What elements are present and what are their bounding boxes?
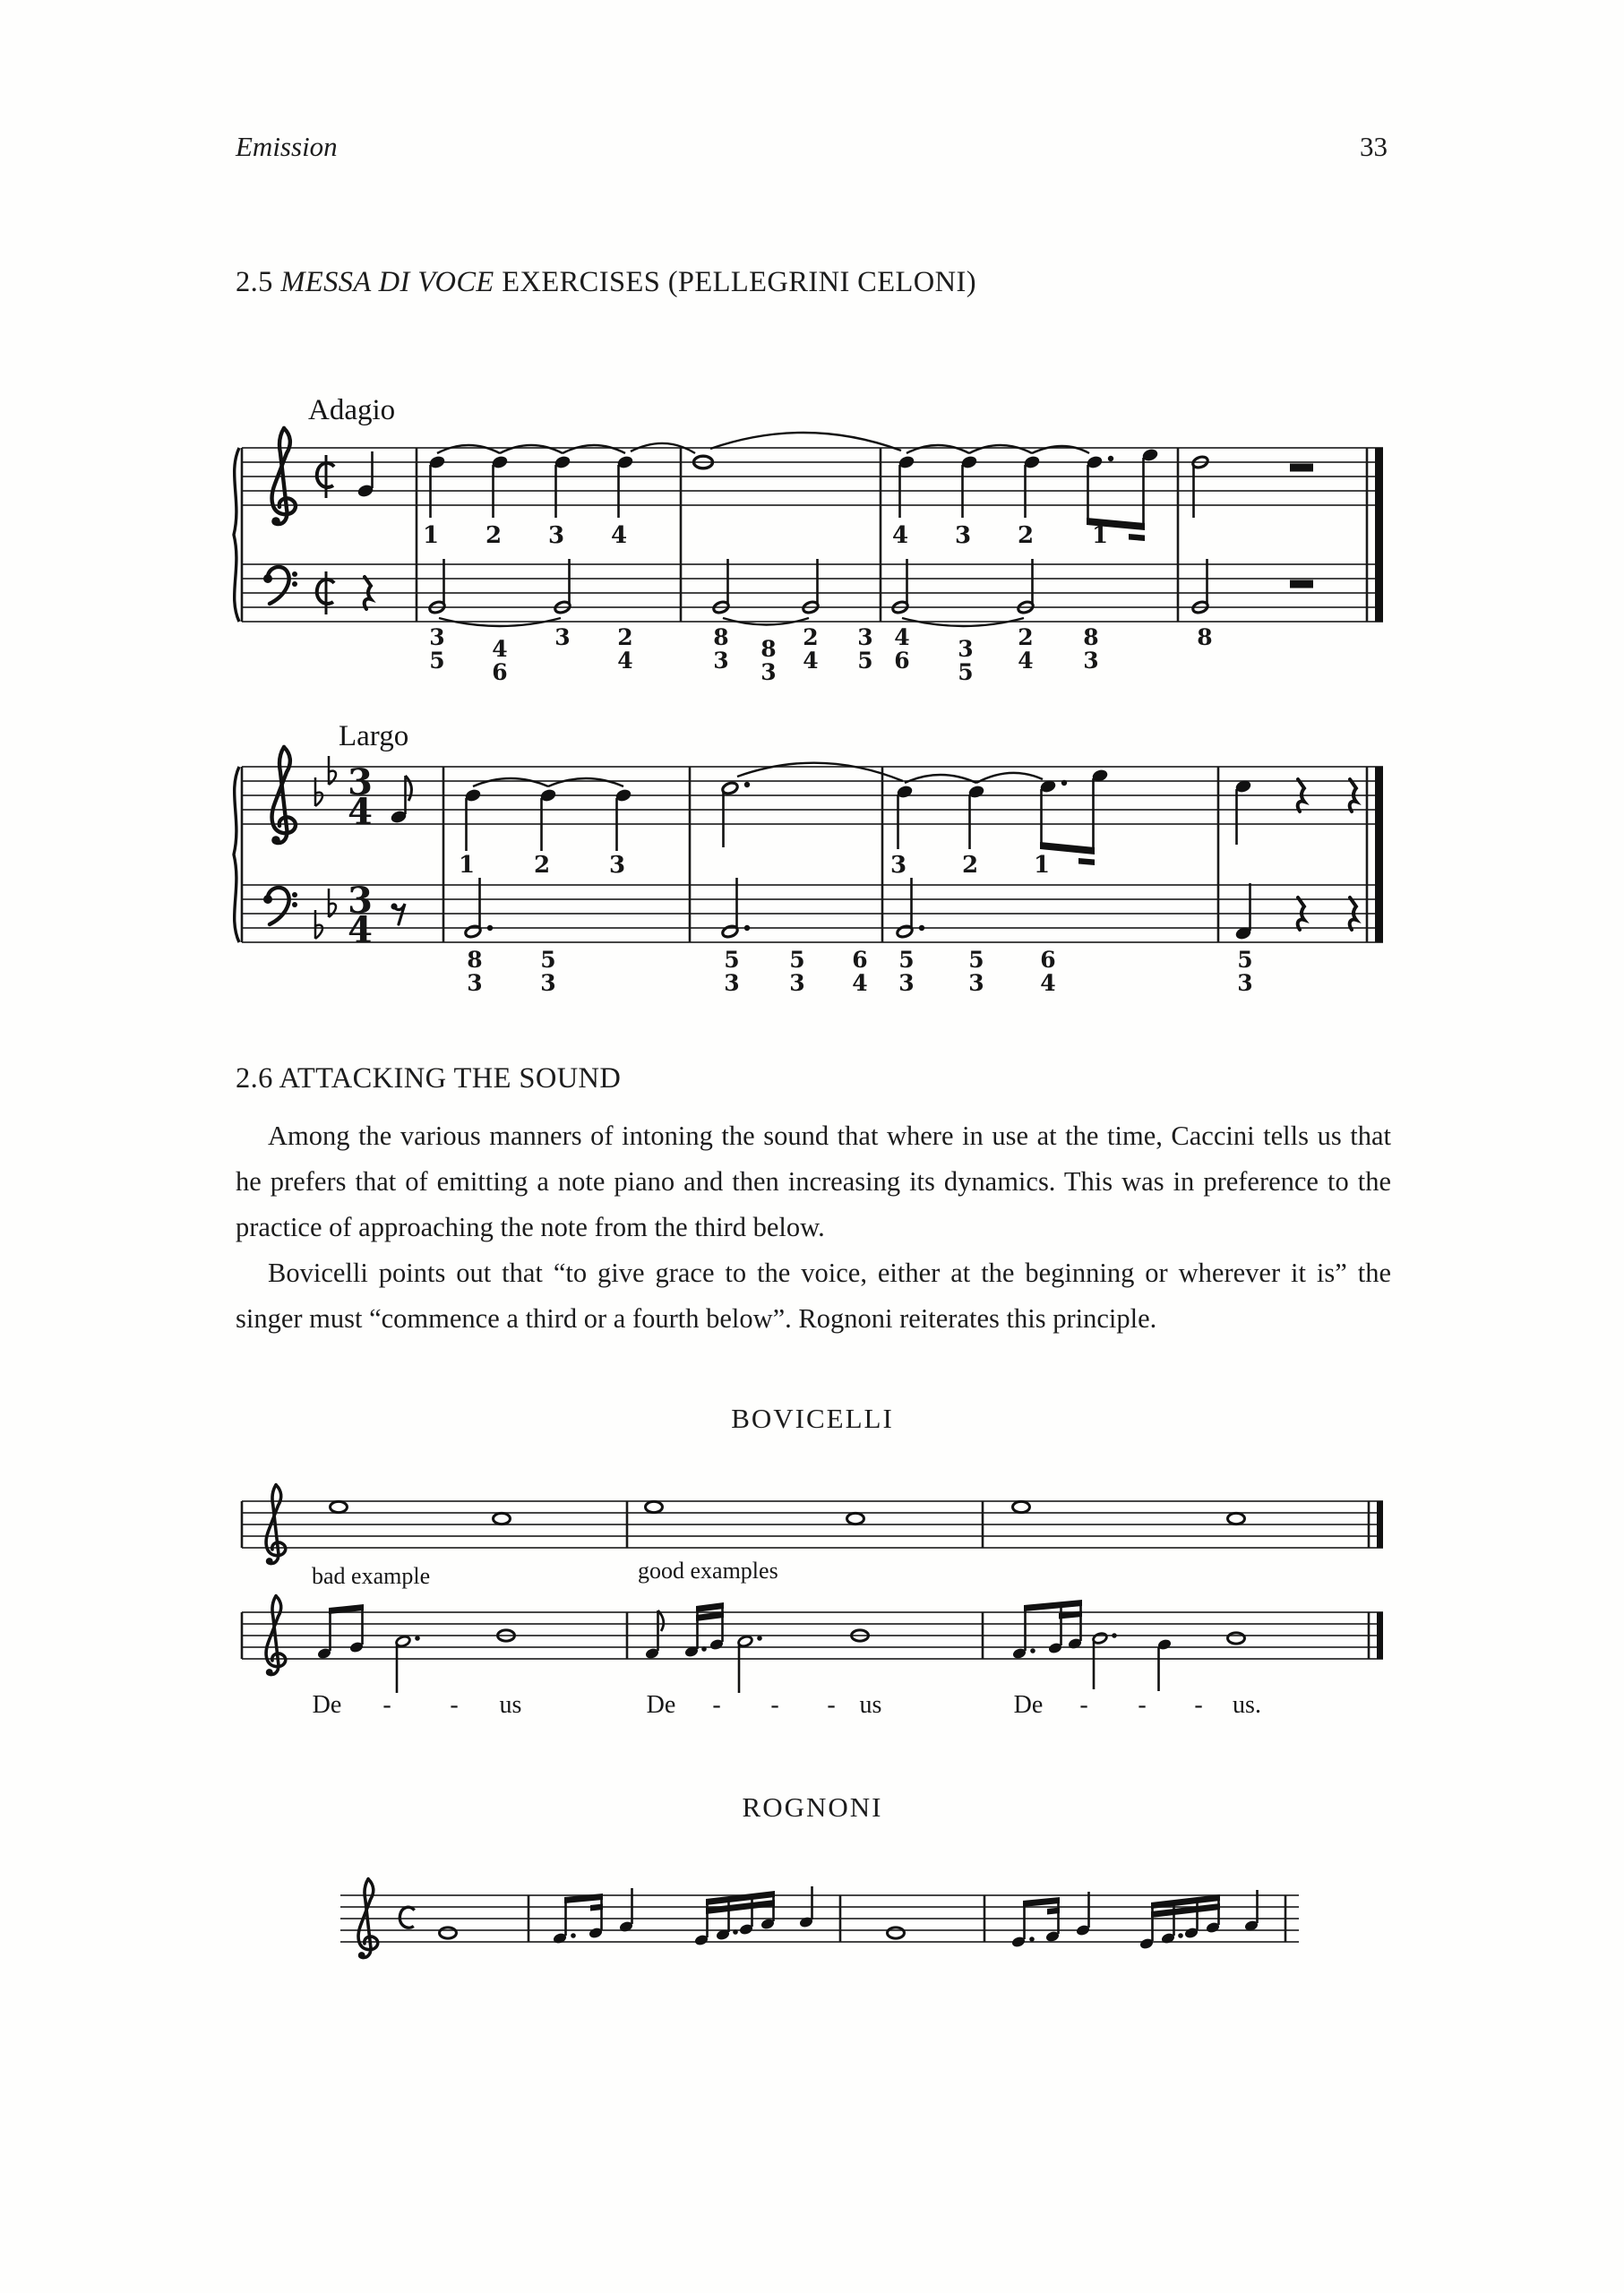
svg-text:-: - — [1194, 1691, 1203, 1719]
svg-text:1: 1 — [422, 522, 440, 549]
svg-text:De: De — [312, 1691, 342, 1719]
svg-text:8: 8 — [1083, 624, 1099, 650]
svg-text:4: 4 — [1040, 970, 1056, 996]
svg-text:us: us — [499, 1691, 522, 1719]
svg-text:8: 8 — [467, 947, 483, 973]
running-header: Emission — [236, 131, 338, 162]
svg-text:4: 4 — [610, 522, 628, 549]
svg-text:3: 3 — [348, 761, 373, 803]
svg-text:us: us — [859, 1691, 882, 1719]
svg-text:3: 3 — [1083, 648, 1099, 674]
svg-text:5: 5 — [898, 947, 915, 973]
svg-text:3: 3 — [760, 659, 777, 685]
paragraph-2: Bovicelli points out that “to give grace to the voice, either at the beginning or wherever it is” the singer must “commence a third or a fourth below”. Rognoni reiterates this principle. — [236, 1258, 1391, 1334]
svg-text:3: 3 — [540, 970, 556, 996]
svg-text:5: 5 — [1237, 947, 1253, 973]
svg-text:2: 2 — [803, 624, 819, 650]
svg-text:4: 4 — [891, 522, 909, 549]
section-2-5-title-rest: EXERCISES (PELLEGRINI CELONI) — [494, 266, 976, 298]
svg-text:5: 5 — [958, 659, 974, 685]
svg-text:4: 4 — [803, 648, 819, 674]
svg-text:3: 3 — [958, 636, 974, 662]
svg-text:3: 3 — [724, 970, 740, 996]
svg-text:2: 2 — [533, 852, 551, 879]
adagio-ascending-numbers — [423, 522, 627, 549]
svg-text:4: 4 — [852, 970, 868, 996]
rognoni-score — [336, 1879, 1312, 1978]
svg-text:4: 4 — [492, 636, 508, 662]
paragraph-1: Among the various manners of intoning the sound that where in use at the time, Caccini tells us that he prefers that of emitting a note piano and then increasing its dynamics. This was in preference to the practice of approaching the note from the third below. — [236, 1121, 1391, 1242]
svg-text:3: 3 — [554, 624, 571, 650]
svg-text:3: 3 — [857, 624, 873, 650]
largo-tempo-label: Largo — [339, 720, 409, 752]
svg-text:6: 6 — [492, 659, 508, 685]
svg-text:4: 4 — [348, 909, 373, 951]
largo-system-brace — [234, 767, 242, 942]
svg-text:-: - — [712, 1691, 721, 1719]
largo-bass-notes — [391, 878, 1356, 941]
svg-text:3: 3 — [889, 852, 907, 879]
adagio-descending-numbers — [892, 522, 1108, 549]
svg-text:6: 6 — [894, 648, 910, 674]
svg-text:3: 3 — [348, 880, 373, 922]
key-signature-flats-icon — [315, 756, 336, 939]
svg-text:5: 5 — [789, 947, 805, 973]
svg-text:2: 2 — [961, 852, 979, 879]
svg-text:8: 8 — [713, 624, 729, 650]
svg-text:5: 5 — [724, 947, 740, 973]
svg-text:5: 5 — [968, 947, 984, 973]
svg-text:3: 3 — [713, 648, 729, 674]
section-2-5-title-italic: MESSA DI VOCE — [280, 266, 494, 298]
svg-text:3: 3 — [898, 970, 915, 996]
svg-text:2: 2 — [485, 522, 503, 549]
svg-text:2: 2 — [1017, 522, 1035, 549]
half-rest-icon — [1290, 580, 1313, 588]
largo-staff-lines — [242, 767, 1383, 942]
svg-text:De: De — [1013, 1691, 1044, 1719]
svg-text:-: - — [770, 1691, 779, 1719]
bass-clef-icon — [263, 888, 297, 924]
svg-text:-: - — [1079, 1691, 1088, 1719]
svg-text:-: - — [1138, 1691, 1147, 1719]
adagio-figured-bass — [429, 624, 1212, 685]
svg-text:3: 3 — [547, 522, 565, 549]
svg-text:De: De — [646, 1691, 676, 1719]
svg-text:3: 3 — [467, 970, 483, 996]
section-2-5-number: 2.5 — [236, 266, 281, 298]
svg-text:8: 8 — [760, 636, 777, 662]
bad-example-label: bad example — [312, 1563, 431, 1589]
svg-text:1: 1 — [458, 852, 476, 879]
svg-text:3: 3 — [1237, 970, 1253, 996]
svg-text:1: 1 — [1033, 852, 1051, 879]
svg-text:-: - — [827, 1691, 836, 1719]
largo-score — [233, 706, 1388, 1007]
svg-text:3: 3 — [429, 624, 445, 650]
svg-text:3: 3 — [954, 522, 972, 549]
svg-text:5: 5 — [857, 648, 873, 674]
cut-time-icon — [317, 455, 334, 614]
svg-text:us.: us. — [1233, 1691, 1261, 1719]
svg-text:-: - — [450, 1691, 459, 1719]
svg-text:3: 3 — [789, 970, 805, 996]
common-time-icon — [400, 1907, 414, 1928]
largo-descending-numbers — [890, 852, 1050, 879]
svg-text:8: 8 — [1197, 624, 1213, 650]
largo-treble-notes — [390, 763, 1356, 865]
bovicelli-heading: BOVICELLI — [731, 1403, 894, 1434]
bovicelli-score — [233, 1476, 1388, 1754]
svg-text:4: 4 — [894, 624, 910, 650]
half-rest-icon — [1290, 464, 1313, 472]
adagio-system-brace — [234, 448, 242, 622]
adagio-score — [233, 383, 1388, 684]
svg-text:1: 1 — [1091, 522, 1109, 549]
page-number: 33 — [1360, 131, 1388, 162]
svg-text:6: 6 — [1040, 947, 1056, 973]
bovicelli-upper-staff — [242, 1485, 1383, 1565]
largo-time-signature — [348, 761, 373, 951]
adagio-tempo-label: Adagio — [308, 394, 396, 426]
svg-text:2: 2 — [1018, 624, 1034, 650]
svg-text:2: 2 — [617, 624, 633, 650]
svg-text:5: 5 — [429, 648, 445, 674]
rognoni-heading: ROGNONI — [742, 1791, 883, 1823]
svg-text:3: 3 — [968, 970, 984, 996]
svg-text:-: - — [382, 1691, 391, 1719]
svg-text:6: 6 — [852, 947, 868, 973]
bovicelli-lyrics — [313, 1691, 1261, 1719]
svg-text:5: 5 — [540, 947, 556, 973]
section-2-6-heading: 2.6 ATTACKING THE SOUND — [236, 1062, 622, 1095]
largo-figured-bass — [467, 947, 1252, 996]
svg-text:3: 3 — [608, 852, 626, 879]
bovicelli-lower-staff — [242, 1596, 1383, 1693]
adagio-staff-lines — [242, 448, 1383, 622]
good-examples-label: good examples — [638, 1558, 778, 1584]
running-header-row — [236, 131, 1388, 163]
largo-ascending-numbers — [459, 852, 625, 879]
svg-text:4: 4 — [1018, 648, 1034, 674]
body-text — [236, 1113, 1391, 1342]
bass-clef-icon — [263, 567, 297, 604]
svg-text:4: 4 — [348, 791, 373, 833]
section-2-5-heading — [236, 266, 1400, 299]
largo-barlines — [443, 767, 1383, 942]
svg-text:4: 4 — [617, 648, 633, 674]
